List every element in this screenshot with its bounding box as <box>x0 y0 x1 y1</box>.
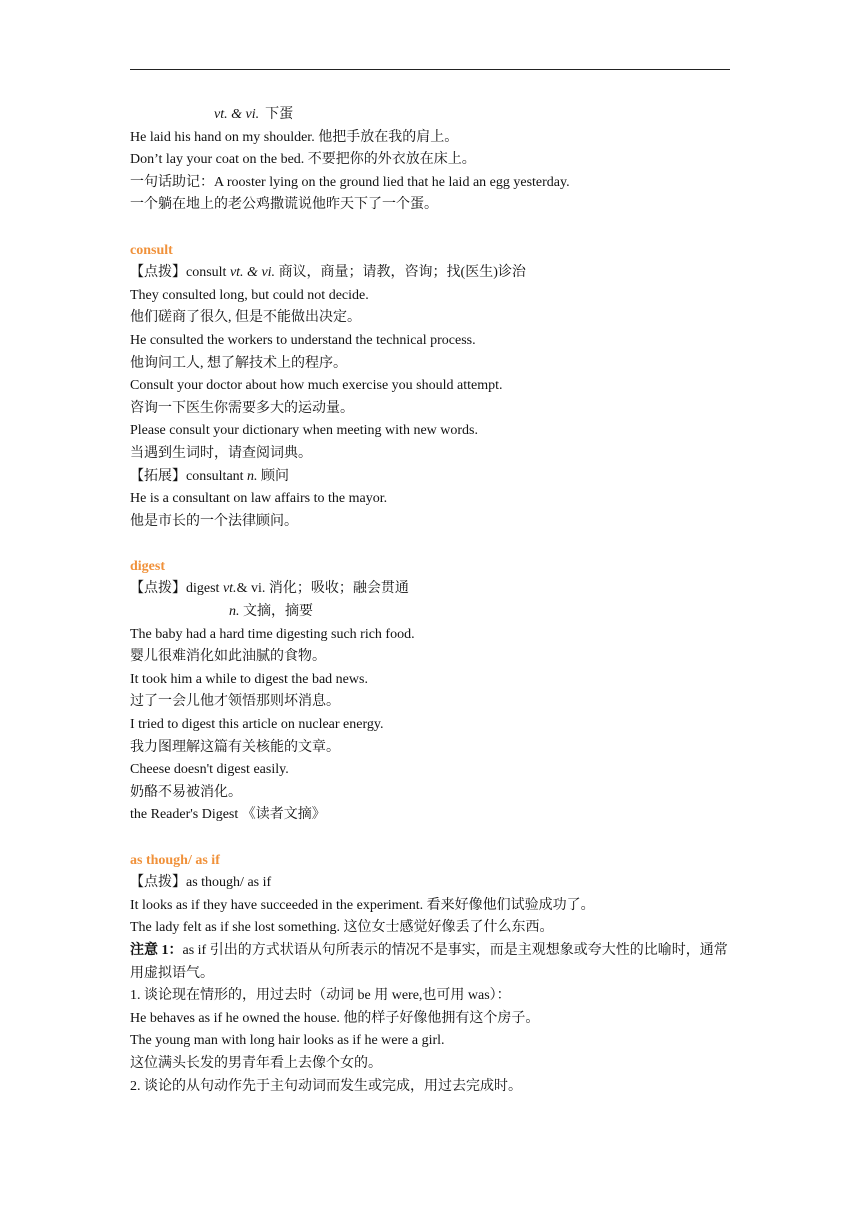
tip-line: 【点拨】consult vt. & vi. 商议，商量；请教，咨询；找(医生)诊治 <box>130 265 526 281</box>
example-en: I tried to digest this article on nuclear energy. <box>130 717 384 733</box>
mnemonic-translation: 一个躺在地上的老公鸡撒谎说他昨天下了一个蛋。 <box>130 197 438 213</box>
example-cn: 婴儿很难消化如此油腻的食物。 <box>130 649 326 665</box>
document-body <box>130 104 730 1098</box>
example-cn: 过了一会儿他才领悟那则坏消息。 <box>130 694 340 710</box>
entry-heading-consult: consult <box>130 242 173 258</box>
example-sentence: Don’t lay your coat on the bed. 不要把你的外衣放在床上。 <box>130 152 476 168</box>
example-cn: 这位满头长发的男青年看上去像个女的。 <box>130 1055 382 1071</box>
example-cn: 当遇到生词时，请查阅词典。 <box>130 445 312 461</box>
example-en: Cheese doesn't digest easily. <box>130 762 289 778</box>
example-en: The young man with long hair looks as if he were a girl. <box>130 1033 445 1049</box>
tip-line: 【点拨】digest vt.& vi. 消化；吸收；融会贯通 <box>130 581 409 597</box>
example-line: the Reader's Digest 《读者文摘》 <box>130 807 326 823</box>
entry-heading-digest: digest <box>130 558 165 574</box>
example-en: He consulted the workers to understand the technical process. <box>130 332 476 348</box>
note-label: 注意 1： <box>130 942 183 958</box>
example-sentence: It looks as if they have succeeded in the experiment. 看来好像他们试验成功了。 <box>130 897 595 913</box>
lay-pos-line <box>130 104 730 127</box>
entry-heading-as-if: as though/ as if <box>130 852 220 868</box>
mnemonic-line: 一句话助记：A rooster lying on the ground lied that he laid an egg yesterday. <box>130 174 570 190</box>
example-sentence: He behaves as if he owned the house. 他的样子好像他拥有这个房子。 <box>130 1010 540 1026</box>
tip-line: 【点拨】as though/ as if <box>130 875 272 891</box>
example-en: They consulted long, but could not decide. <box>130 287 369 303</box>
example-sentence: The lady felt as if she lost something. 这位女士感觉好像丢了什么东西。 <box>130 920 554 936</box>
example-cn: 他询问工人, 想了解技术上的程序。 <box>130 355 347 371</box>
example-en: It took him a while to digest the bad news. <box>130 671 368 687</box>
example-en: Please consult your dictionary when meeting with new words. <box>130 423 478 439</box>
note-paragraph: 注意 1：as if 引出的方式状语从句所表示的情况不是事实，而是主观想象或夸大性的比喻时，通常用虚拟语气。 <box>130 942 728 981</box>
example-sentence: He laid his hand on my shoulder. 他把手放在我的肩上。 <box>130 129 459 145</box>
meaning: 下蛋 <box>265 107 294 122</box>
example-en: The baby had a hard time digesting such rich food. <box>130 626 415 642</box>
header-rule <box>130 69 730 70</box>
example-cn: 我力图理解这篇有关核能的文章。 <box>130 739 340 755</box>
pos-label: vt. & vi. <box>214 107 260 122</box>
noun-sense-line: n. 文摘，摘要 <box>229 604 313 620</box>
example-cn: 咨询一下医生你需要多大的运动量。 <box>130 400 354 416</box>
example-en: He is a consultant on law affairs to the mayor. <box>130 491 388 507</box>
example-en: Consult your doctor about how much exercise you should attempt. <box>130 378 503 394</box>
extension-line: 【拓展】consultant n. 顾问 <box>130 468 290 484</box>
rule-point-2: 2. 谈论的从句动作先于主句动词而发生或完成，用过去完成时。 <box>130 1078 522 1094</box>
example-cn: 他们磋商了很久, 但是不能做出决定。 <box>130 310 361 326</box>
example-cn: 奶酪不易被消化。 <box>130 784 242 800</box>
rule-point-1: 1. 谈论现在情形的，用过去时（动词 be 用 were,也可用 was）： <box>130 988 511 1004</box>
example-cn: 他是市长的一个法律顾问。 <box>130 513 298 529</box>
